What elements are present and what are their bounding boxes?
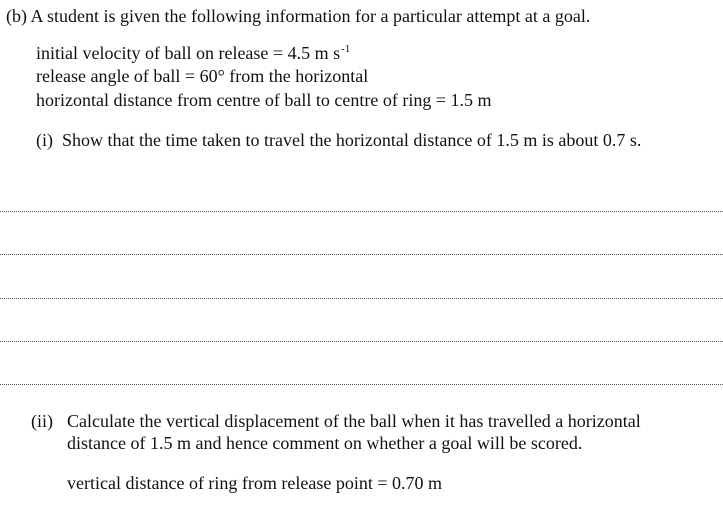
given-angle: release angle of ball = 60° from the horizontal — [36, 66, 369, 86]
part-ii-text-line2: distance of 1.5 m and hence comment on whether a goal will be scored. — [67, 433, 583, 453]
part-i-question — [36, 129, 641, 151]
answer-line[interactable] — [0, 211, 723, 212]
given-velocity-unit-exponent: -1 — [341, 43, 351, 55]
part-i-text: Show that the time taken to travel the horizontal distance of 1.5 m is about 0.7 s. — [62, 130, 642, 150]
given-distance: horizontal distance from centre of ball to centre of ring = 1.5 m — [36, 90, 492, 110]
part-b-heading — [6, 5, 590, 27]
given-velocity-text: initial velocity of ball on release = 4.5 m s — [36, 43, 341, 63]
answer-line[interactable] — [0, 254, 723, 255]
answer-line[interactable] — [0, 298, 723, 299]
part-i-label: (i) — [36, 130, 53, 150]
answer-line[interactable] — [0, 341, 723, 342]
given-velocity — [36, 42, 350, 67]
part-ii-text-line1: Calculate the vertical displacement of the ball when it has travelled a horizontal — [67, 411, 641, 431]
part-ii-label: (ii) — [31, 411, 53, 431]
part-b-intro: A student is given the following information for a particular attempt at a goal. — [30, 6, 591, 26]
part-b-label: (b) — [6, 6, 27, 26]
answer-line[interactable] — [0, 384, 723, 385]
part-ii-info: vertical distance of ring from release point = 0.70 m — [67, 473, 443, 493]
